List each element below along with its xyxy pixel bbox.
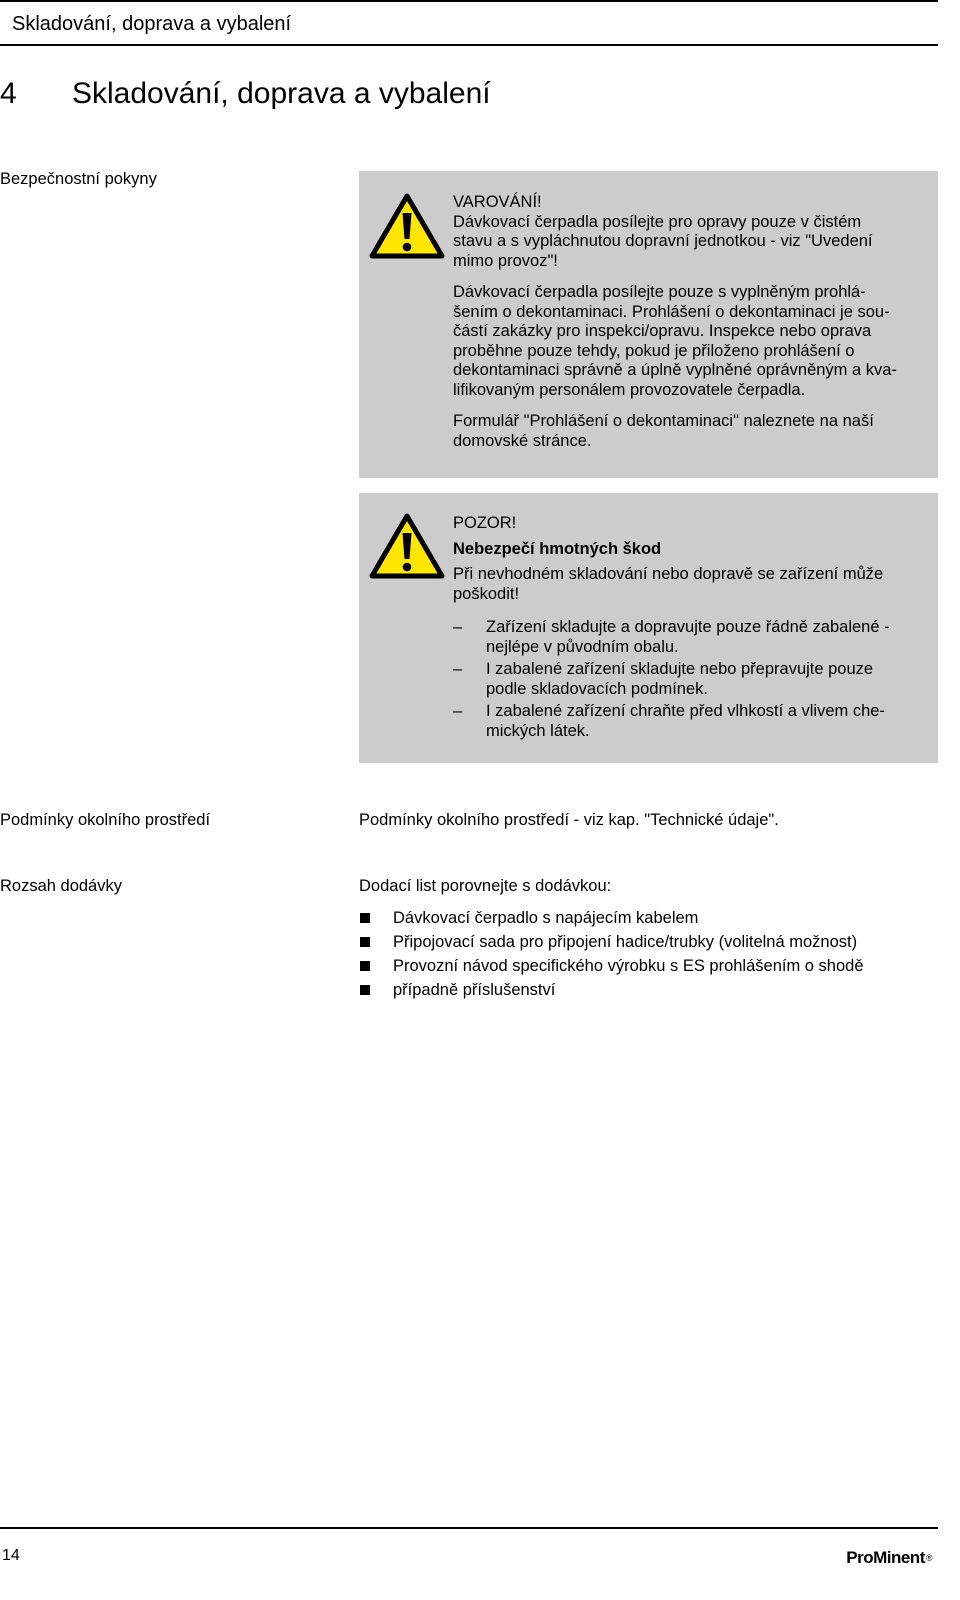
square-bullet-icon: [360, 961, 370, 971]
warning-body: [453, 193, 924, 451]
warning-paragraph-3: Formulář "Prohlášení o dekontaminaci" naleznete na naší domovské stránce.: [453, 412, 874, 450]
chapter-number: 4: [0, 77, 17, 110]
square-bullet-icon: [360, 937, 370, 947]
list-item: – I zabalené zařízení skladujte nebo přepravujte pouze podle skladovacích podmínek.: [453, 660, 874, 698]
chapter-title: Skladování, doprava a vybalení: [72, 77, 491, 110]
brand-logo: [846, 1547, 932, 1569]
delivery-intro: Dodací list porovnejte s dodávkou:: [359, 877, 612, 895]
delivery-list: [359, 906, 864, 1002]
square-bullet-icon: [360, 913, 370, 923]
warning-paragraph-2: Dávkovací čerpadla posílejte pouze s vyplněným prohlá- šením o dekontaminaci. Prohlášení o dekontaminaci je sou- částí zakázky pro inspekci/opravu. Inspekce nebo oprava proběhne pouze tehdy, pokud je přiloženo prohlášení o dekontaminaci správně a úplně vyplněné oprávněným a kva- lifikovaným personálem provozovatele čerpadla.: [453, 283, 897, 399]
chapter-heading: [0, 76, 491, 112]
caution-body: [453, 514, 924, 744]
warning-triangle-icon: [369, 513, 445, 579]
dash-bullet: –: [453, 618, 463, 636]
section-label-delivery: Rozsah dodávky: [0, 877, 122, 895]
list-item: – I zabalené zařízení chraňte před vlhkostí a vlivem che- mických látek.: [453, 702, 885, 740]
list-item: – Zařízení skladujte a dopravujte pouze řádně zabalené - nejlépe v původním obalu.: [453, 618, 890, 656]
warning-notice: [359, 171, 938, 478]
dash-bullet: –: [453, 702, 463, 720]
warning-paragraph-1: Dávkovací čerpadla posílejte pro opravy pouze v čistém stavu a s vypláchnutou dopravní jednotkou - viz "Uvedení mimo provoz"!: [453, 212, 873, 270]
signal-word: POZOR!: [453, 514, 517, 532]
caution-notice: [359, 493, 938, 763]
hazard-type: Nebezpečí hmotných škod: [453, 539, 662, 558]
list-item: Provozní návod specifického výrobku s ES prohlášením o shodě: [359, 954, 864, 978]
measures-list: [453, 618, 924, 741]
section-label-environment: Podmínky okolního prostředí: [0, 811, 211, 829]
section-label-safety: Bezpečnostní pokyny: [0, 170, 157, 188]
footer-rule: [0, 1527, 938, 1529]
hazard-consequence: Při nevhodném skladování nebo dopravě se zařízení může poškodit!: [453, 565, 884, 603]
running-header: [0, 0, 938, 46]
list-item: případně příslušenství: [359, 978, 864, 1002]
list-item: Dávkovací čerpadlo s napájecím kabelem: [359, 906, 864, 930]
signal-word: VAROVÁNÍ!: [453, 193, 542, 211]
environment-text: Podmínky okolního prostředí - viz kap. "Technické údaje".: [359, 811, 779, 829]
dash-bullet: –: [453, 660, 463, 678]
brand-name: ProMinent: [846, 1548, 925, 1567]
registered-mark: ®: [925, 1553, 932, 1563]
square-bullet-icon: [360, 985, 370, 995]
warning-triangle-icon: [369, 193, 445, 259]
list-item: Připojovací sada pro připojení hadice/trubky (volitelná možnost): [359, 930, 864, 954]
page-number: 14: [2, 1547, 20, 1564]
running-header-title: Skladování, doprava a vybalení: [12, 13, 292, 35]
